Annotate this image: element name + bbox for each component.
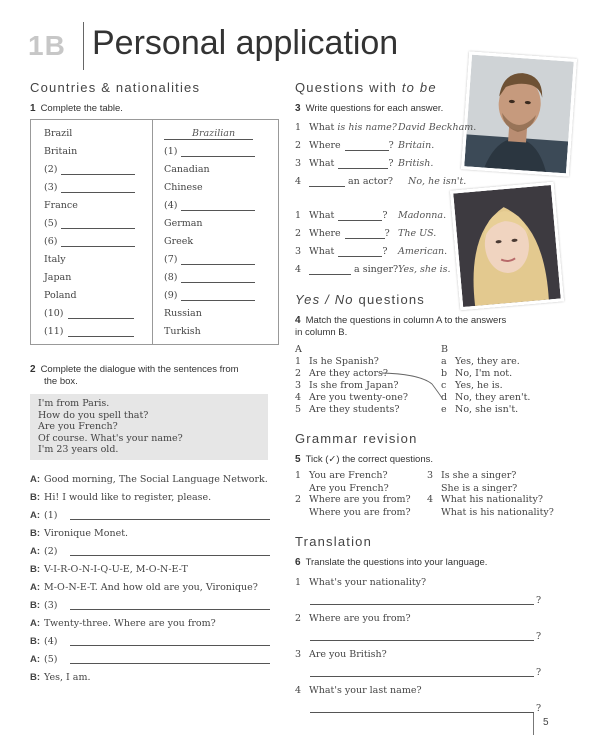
exercise-6-instruction: 6 Translate the questions into your language. (295, 557, 488, 568)
table-right-cell: Brazilian (164, 128, 253, 139)
dialogue-line[interactable]: A: (1) (30, 510, 58, 521)
exercise-3-instruction: 3 Write questions for each answer. (295, 103, 444, 114)
table-left-cell: Britain (44, 146, 78, 157)
grammar-item[interactable]: 2 Where are you from? Where you are from? (295, 494, 411, 518)
table-right-cell[interactable]: (4) (164, 200, 255, 211)
dialogue-line: B: Vironique Monet. (30, 528, 129, 539)
exercise-4-instruction-cont: in column B. (295, 327, 348, 338)
table-right-cell[interactable]: (7) (164, 254, 255, 265)
table-left-cell[interactable]: (5) (44, 218, 135, 229)
match-a-item: 3 Is she from Japan? (295, 380, 399, 391)
match-a-item: 2 Are they actors? (295, 368, 389, 379)
table-right-cell: German (164, 218, 203, 229)
sentence-box (30, 394, 268, 460)
section-heading-countries: Countries & nationalities (30, 80, 201, 95)
match-a-item: 4 Are you twenty-one? (295, 392, 408, 403)
page-number: 5 (543, 717, 549, 728)
table-right-cell: Russian (164, 308, 202, 319)
dialogue-blank[interactable] (70, 519, 270, 520)
question-item[interactable]: 2 Where ? The US. (295, 228, 437, 239)
translation-blank[interactable] (310, 676, 534, 677)
dialogue-line: A: Good morning, The Social Language Network. (30, 474, 268, 485)
table-left-cell: Poland (44, 290, 77, 301)
box-sentence: I'm from Paris. (38, 398, 110, 409)
match-b-item: e No, she isn't. (441, 404, 519, 415)
dialogue-line[interactable]: B: (4) (30, 636, 58, 647)
dialogue-line: B: Hi! I would like to register, please. (30, 492, 212, 503)
exercise-2-instruction-cont: the box. (44, 376, 78, 387)
section-heading-questions: Questions with to be (295, 80, 437, 95)
question-item[interactable]: 4 a singer? Yes, she is. (295, 264, 451, 275)
table-left-cell[interactable]: (3) (44, 182, 135, 193)
dialogue-line[interactable]: B: (3) (30, 600, 58, 611)
man-photo (461, 51, 577, 176)
table-right-cell: Greek (164, 236, 194, 247)
table-left-cell[interactable]: (10) (44, 308, 134, 319)
box-sentence: I'm 23 years old. (38, 444, 119, 456)
match-b-item: b No, I'm not. (441, 368, 513, 379)
question-item: 1 What is his name? David Beckham. (295, 122, 477, 133)
translation-qmark: ? (536, 667, 542, 678)
table-left-cell: Italy (44, 254, 66, 265)
table-left-cell[interactable]: (6) (44, 236, 135, 247)
dialogue-line[interactable]: A: (5) (30, 654, 58, 665)
dialogue-blank[interactable] (70, 555, 270, 556)
dialogue-blank[interactable] (70, 663, 270, 664)
table-left-cell: France (44, 200, 78, 211)
exercise-1-instruction: 1 Complete the table. (30, 103, 123, 114)
match-b-item: c Yes, he is. (441, 380, 503, 391)
dialogue-line: A: M-O-N-E-T. And how old are you, Vironique? (30, 582, 258, 593)
translation-qmark: ? (536, 631, 542, 642)
section-heading-yesno: Yes / No questions (295, 292, 426, 307)
dialogue-line: B: Yes, I am. (30, 672, 91, 683)
question-item[interactable]: 3 What ? British. (295, 158, 434, 169)
grammar-item[interactable]: 1 You are French? Are you French? (295, 470, 389, 494)
woman-photo (450, 182, 564, 311)
page-number-divider (533, 713, 534, 735)
match-a-item: 5 Are they students? (295, 404, 400, 415)
exercise-5-instruction: 5 Tick (✓) the correct questions. (295, 454, 434, 465)
match-b-item: a Yes, they are. (441, 356, 520, 367)
dialogue-line[interactable]: A: (2) (30, 546, 58, 557)
column-b-heading: B (441, 344, 448, 355)
exercise-3-number: 3 (295, 103, 301, 114)
box-sentence: How do you spell that? (38, 409, 149, 421)
dialogue-line: B: V-I-R-O-N-I-Q-U-E, M-O-N-E-T (30, 564, 188, 575)
table-left-cell: Japan (44, 272, 72, 283)
table-right-cell[interactable]: (9) (164, 290, 255, 301)
translation-blank[interactable] (310, 604, 534, 605)
box-sentence: Of course. What's your name? (38, 432, 183, 444)
translation-item: 3 Are you British? (295, 649, 387, 660)
table-left-cell[interactable]: (11) (44, 326, 134, 337)
match-a-item: 1 Is he Spanish? (295, 356, 379, 367)
question-item[interactable]: 1 What ? Madonna. (295, 210, 447, 221)
exercise-5-number: 5 (295, 454, 301, 465)
unit-number: 1B (28, 30, 66, 61)
translation-item: 1 What's your nationality? (295, 577, 427, 588)
box-sentence: Are you French? (38, 421, 118, 433)
dialogue-blank[interactable] (70, 609, 270, 610)
table-right-cell: Canadian (164, 164, 210, 175)
exercise-6-number: 6 (295, 557, 301, 568)
table-right-cell: Chinese (164, 182, 203, 193)
section-heading-translation: Translation (295, 534, 373, 549)
dialogue-blank[interactable] (70, 645, 270, 646)
translation-blank[interactable] (310, 712, 534, 713)
translation-blank[interactable] (310, 640, 534, 641)
translation-qmark: ? (536, 703, 542, 714)
nationality-table (30, 119, 279, 345)
exercise-2-instruction: 2 Complete the dialogue with the sentences from (30, 364, 239, 375)
match-b-item: d No, they aren't. (441, 392, 531, 403)
exercise-2-number: 2 (30, 364, 36, 375)
question-item[interactable]: 4 an actor? No, he isn't. (295, 176, 467, 187)
grammar-item[interactable]: 3 Is she a singer? She is a singer? (427, 470, 518, 494)
translation-qmark: ? (536, 595, 542, 606)
dialogue-line: A: Twenty-three. Where are you from? (30, 618, 216, 629)
section-heading-grammar: Grammar revision (295, 431, 418, 446)
exercise-4-instruction: 4 Match the questions in column A to the answers (295, 315, 507, 326)
exercise-1-number: 1 (30, 103, 36, 114)
exercise-4-number: 4 (295, 315, 301, 326)
table-right-cell[interactable]: (8) (164, 272, 255, 283)
page-title: Personal application (92, 24, 399, 62)
table-divider (152, 120, 153, 344)
question-item[interactable]: 2 Where ? Britain. (295, 140, 435, 151)
question-item[interactable]: 3 What ? American. (295, 246, 448, 257)
column-a-heading: A (295, 344, 302, 355)
match-connector-line (380, 370, 450, 404)
table-right-cell[interactable]: (1) (164, 146, 255, 157)
table-left-cell[interactable]: (2) (44, 164, 135, 175)
table-right-cell: Turkish (164, 326, 201, 337)
translation-item: 4 What's your last name? (295, 685, 422, 696)
translation-item: 2 Where are you from? (295, 613, 411, 624)
grammar-item[interactable]: 4 What his nationality? What is his nationality? (427, 494, 554, 518)
header-divider (83, 22, 84, 70)
table-left-cell: Brazil (44, 128, 73, 139)
